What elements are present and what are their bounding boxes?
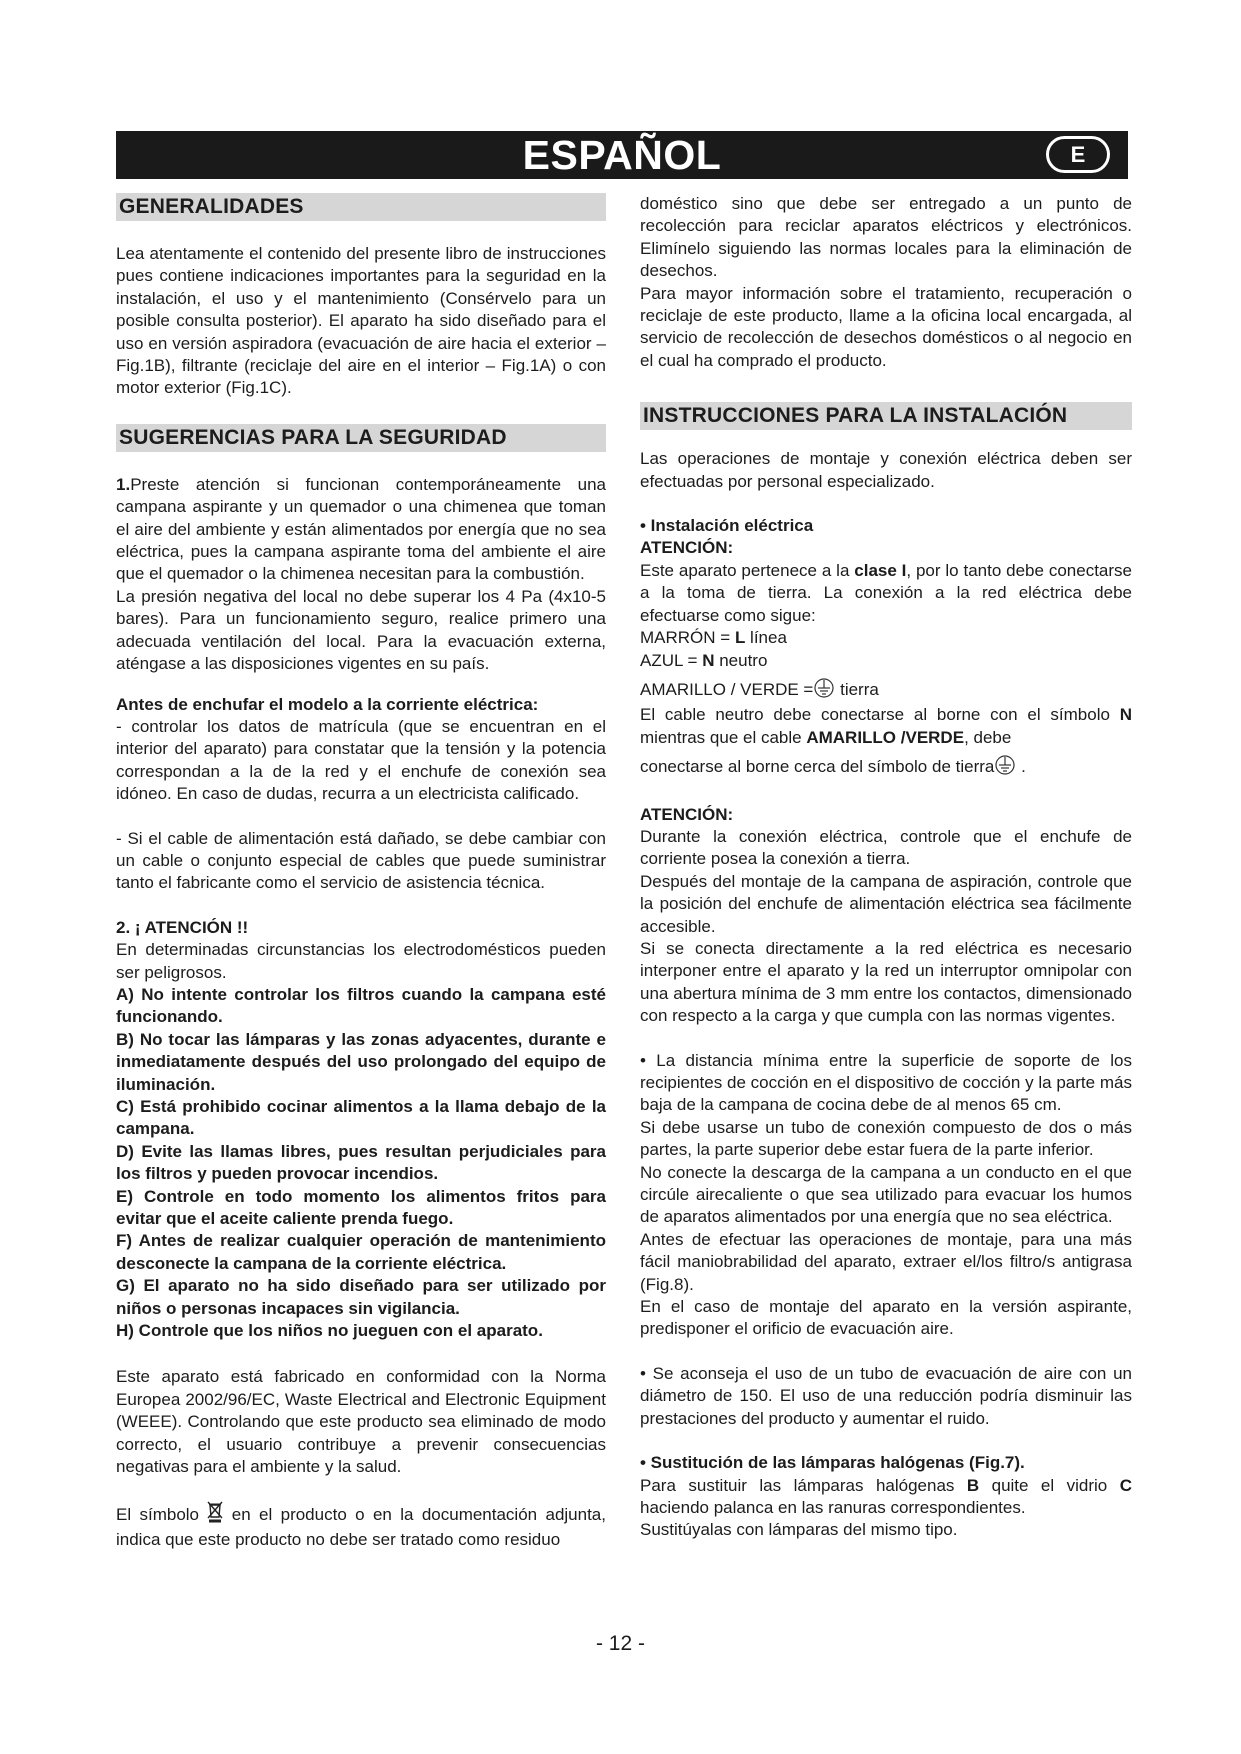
ground-post: . [1016, 757, 1026, 777]
subheading-attention: 2. ¡ ATENCIÓN !! [116, 917, 249, 937]
neutral-letter: N [1119, 705, 1132, 725]
warning-item: E) Controle en todo momento los alimentos fritos para evitar que el aceite caliente prenda fuego. [116, 1186, 606, 1229]
paragraph-cable: - Si el cable de alimentación está dañado, se debe cambiar con un cable o conjunto especial de cables que puede suministrar tanto el fabricante como el servicio de asistencia técnica. [116, 828, 606, 893]
wire-blue-post: neutro [714, 650, 768, 670]
clase-bold: clase I [854, 560, 907, 580]
lamps-pre: Para sustituir las lámparas halógenas [640, 1475, 967, 1495]
paragraph-generalidades: Lea atentamente el contenido del presente libro de instrucciones pues contiene indicaciones importantes para la seguridad en la instalación, el uso y el mantenimiento (Consérvelo para un posible consulta posterior). El aparato ha sido diseñado para el uso en versión aspiradora (evacuación de aire hacia el exterior – Fig.1B), filtrante (reciclaje del aire en el interior – Fig.1A) o con motor exterior (Fig.1C). [116, 244, 606, 398]
clase-pre: Este aparato pertenece a la [640, 560, 855, 580]
paragraph-filters: Antes de efectuar las operaciones de montaje, para una más fácil maniobrabilidad del aparato, extraer el/los filtro/s antigrasa (Fig.8). [640, 1229, 1132, 1294]
paragraph-tube-parts: Si debe usarse un tubo de conexión compuesto de dos o más partes, la parte superior debe estar fuera de la parte inferior. [640, 1117, 1132, 1160]
language-badge: E [1046, 136, 1110, 173]
safety-1-text: Preste atención si funcionan contemporáneamente una campana aspirante y un quemador o una chimenea que toman el aire del ambiente y están alimentados por energía que no sea eléctrica, pues la campana aspirante toma del ambiente el aire que el quemador o la chimenea necesitan para la combustión. [116, 474, 606, 584]
paragraph-neutral [640, 704, 1132, 749]
section-heading-generalidades: GENERALIDADES [116, 193, 606, 221]
paragraph-ground [640, 755, 1132, 781]
lamps-mid: quite el vidrio [979, 1475, 1120, 1495]
warning-item: B) No tocar las lámparas y las zonas adyacentes, durante e inmediatamente después del uso prolongado del equipo de iluminación. [116, 1029, 606, 1094]
wire-brown-post: línea [745, 628, 787, 648]
paragraph-tube: • Se aconseja el uso de un tubo de evacuación de aire con un diámetro de 150. El uso de una reducción podría disminuir las prestaciones del producto y aumentar el ruido. [640, 1363, 1132, 1428]
ground-icon [813, 678, 835, 704]
paragraph-att-c: Si se conecta directamente a la red eléctrica es necesario interponer entre el aparato y la red un interruptor omnipolar con una abertura mínima de 3 mm entre los contactos, dimensionado con respecto a la carga y que cumpla con las normas vigentes. [640, 938, 1132, 1026]
paragraph-lamps [640, 1475, 1132, 1520]
lamps-c: C [1119, 1475, 1132, 1495]
paragraph-before-plug: - controlar los datos de matrícula (que se encuentran en el interior del aparato) para constatar que la tensión y la potencia correspondan a la de la red y el enchufe de conexión sea idóneo. En caso de dudas, recurra a un electricista calificado. [116, 716, 606, 804]
wire-yg-pre: AMARILLO / VERDE = [640, 679, 814, 699]
attention-label: ATENCIÓN: [640, 538, 734, 558]
symbol-text-pre: El símbolo [116, 1504, 208, 1524]
paragraph-att-a: Durante la conexión eléctrica, controle que el enchufe de corriente posea la conexión a tierra. [640, 826, 1132, 869]
paragraph-distance: • La distancia mínima entre la superficie de soporte de los recipientes de cocción en el dispositivo de cocción y la parte más baja de la campana de cocina debe de al menos 65 cm. [640, 1050, 1132, 1115]
paragraph-info: Para mayor información sobre el tratamiento, recuperación o reciclaje de este producto, llame a la oficina local encargada, al servicio de recolección de desechos domésticos o al negocio en el cual ha comprado el producto. [640, 283, 1132, 370]
paragraph-lamps-replace: Sustitúyalas con lámparas del mismo tipo. [640, 1520, 958, 1540]
left-column [116, 193, 606, 1551]
item-number: 1. [116, 474, 131, 494]
paragraph-weee: Este aparato está fabricado en conformidad con la Norma Europea 2002/96/EC, Waste Electrical and Electronic Equipment (WEEE). Controlando que este producto sea eliminado de modo correcto, el usuario contribuye a prevenir consecuencias negativas para el ambiente y la salud. [116, 1367, 606, 1477]
subheading-before-plug: Antes de enchufar el modelo a la corriente eléctrica: [116, 694, 539, 714]
paragraph-discharge: No conecte la descarga de la campana a un conducto en el que circúle airecaliente o que sea utilizado para evacuar los humos de aparatos alimentados por una energía que no sea eléctrica. [640, 1162, 1132, 1227]
paragraph-att-b: Después del montaje de la campana de aspiración, controle que la posición del enchufe de alimentación eléctrica sea fácilmente accesible. [640, 871, 1132, 936]
paragraph-continuation: doméstico sino que debe ser entregado a un punto de recolección para reciclar aparatos eléctricos y electrónicos. Elimínelo siguiendo las normas locales para la eliminación de desechos. [640, 194, 1132, 281]
paragraph-safety-1 [116, 474, 606, 586]
paragraph-pressure: La presión negativa del local no debe superar los 4 Pa (4x10-5 bares). Para un funcionamiento seguro, realice primero una adecuada ventilación del local. Para la evacuación externa, aténgase a las disposiciones vigentes en su país. [116, 586, 606, 674]
subheading-electric: • Instalación eléctrica [640, 516, 814, 536]
warning-item: C) Está prohibido cocinar alimentos a la llama debajo de la campana. [116, 1097, 606, 1139]
paragraph-installation: Las operaciones de montaje y conexión eléctrica deben ser efectuadas por personal especializado. [640, 449, 1132, 491]
section-heading-seguridad: SUGERENCIAS PARA LA SEGURIDAD [116, 424, 606, 452]
wire-yg-post: tierra [835, 679, 879, 699]
subheading-lamps: • Sustitución de las lámparas halógenas (Fig.7). [640, 1453, 1025, 1473]
section-heading-instalacion: INSTRUCCIONES PARA LA INSTALACIÓN [640, 402, 1132, 430]
paragraph-symbol [116, 1501, 606, 1552]
neutral-mid: mientras que el cable [640, 727, 807, 747]
crossed-bin-icon [207, 1501, 223, 1529]
wire-blue-pre: AZUL = [640, 650, 703, 670]
page-number: - 12 - [595, 1632, 645, 1655]
wire-yellow-green [640, 678, 1132, 704]
wire-brown [640, 627, 1132, 649]
neutral-bold: AMARILLO /VERDE [806, 727, 965, 747]
language-banner [116, 131, 1128, 179]
ground-pre: conectarse al borne cerca del símbolo de tierra [640, 757, 995, 777]
wire-blue [640, 650, 1132, 672]
ground-icon [994, 755, 1016, 781]
warning-item: F) Antes de realizar cualquier operación de mantenimiento desconecte la campana de la corriente eléctrica. [116, 1231, 606, 1273]
paragraph-clase [640, 560, 1132, 627]
lamps-b: B [966, 1475, 980, 1495]
wire-brown-pre: MARRÓN = [640, 628, 735, 648]
paragraph-attention: En determinadas circunstancias los electrodomésticos pueden ser peligrosos. [116, 940, 606, 982]
warning-item: A) No intente controlar los filtros cuando la campana esté funcionando. [116, 984, 606, 1027]
paragraph-aspirating: En el caso de montaje del aparato en la versión aspirante, predisponer el orificio de evacuación aire. [640, 1297, 1132, 1339]
attention-label: ATENCIÓN: [640, 804, 734, 824]
neutral-post: , debe [964, 727, 1012, 747]
symbol-text-post: en el producto o en la documentación adjunta, indica que este producto no debe ser tratado como residuo [116, 1504, 606, 1549]
right-column [640, 193, 1132, 1542]
warning-item: D) Evite las llamas libres, pues resultan perjudiciales para los filtros y pueden provocar incendios. [116, 1141, 606, 1184]
warning-item: G) El aparato no ha sido diseñado para ser utilizado por niños o personas incapaces sin vigilancia. [116, 1276, 606, 1318]
banner-title: ESPAÑOL [522, 131, 722, 178]
clase-post: , por lo tanto debe conectarse a la toma de tierra. La conexión a la red eléctrica debe efectuarse como sigue: [640, 560, 1132, 625]
neutral-pre: El cable neutro debe conectarse al borne con el símbolo [640, 705, 1120, 725]
wire-blue-letter: N [702, 650, 715, 670]
wire-brown-letter: L [734, 628, 746, 648]
warning-item: H) Controle que los niños no jueguen con el aparato. [116, 1321, 543, 1341]
lamps-post: haciendo palanca en las ranuras correspondientes. [640, 1497, 1026, 1517]
